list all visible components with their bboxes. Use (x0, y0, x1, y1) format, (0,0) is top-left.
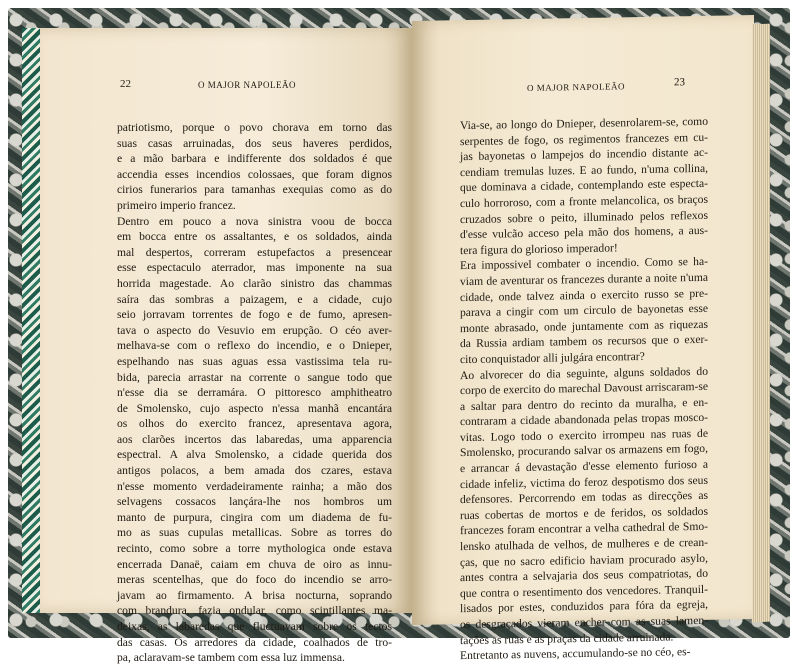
text-line: mal despertos, correram estupefactos a presencear (117, 245, 392, 259)
text-line: cidade, onde talvez ainda o exercito russo se pre- (460, 286, 708, 304)
text-line: selvagens cossacos lançára-lhe nos hombros um (117, 495, 392, 509)
text-line: corpo de exercito do marechal Davoust arriscaram-se (460, 379, 708, 398)
text-line: e arrancar á devastação d'esse elemento furioso a (460, 457, 708, 476)
text-line: monte abrasado, onde juntamente com as riquezas (460, 317, 708, 335)
text-line: Ao alvorecer do dia seguinte, alguns soldados do (460, 364, 708, 382)
text-line: que dominava a cidade, contemplando este especta- (460, 177, 708, 195)
text-line: ças, que no sacro edificio haviam procurado asylo, (460, 551, 708, 569)
text-line: melhava-se com o reflexo do incendio, e o Dnieper, (117, 339, 392, 353)
text-line: primeiro imperio francez. (117, 198, 236, 212)
text-line: os desgraçados vieram encher com as suas lamen- (460, 613, 708, 632)
text-line: meras scentelhas, que do foco do incendio se arro- (117, 573, 392, 587)
text-line: Dentro em pouco a nova sinistra voou de bocca (117, 214, 392, 228)
text-line: da Russia ardiam tambem os recursos que o exer- (460, 333, 708, 351)
text-line: suas casas arruinadas, dos seus haveres perdidos, (117, 136, 392, 150)
text-line: antes contra a selvajaria dos seus compatriotas, do (460, 567, 708, 585)
text-line: pa, aclaravam-se tambem com essa luz immensa. (117, 651, 345, 665)
text-line: de Smolensko, cujo aspecto n'essa manhã encantára (117, 401, 392, 415)
text-line: accendia esses incendios colossaes, que foram dignos (117, 167, 392, 181)
text-line: horrida magestade. Ao clarão sinistro das chammas (117, 276, 392, 290)
text-line: francezes foram encontrar a velha cathedral de Smo- (460, 520, 708, 538)
text-line: em bocca entre os assaltantes, e os soldados, ainda (117, 230, 392, 244)
text-line: javam ao firmamento. A brisa nocturna, soprando (117, 588, 392, 602)
text-line: culo horroroso, com a fronte melancolica, os braços (460, 192, 708, 211)
text-line: mo as suas cupulas metallicas. Sobre as torres do (117, 526, 392, 540)
text-line: encerrada Danaë, caiam em chuva de oiro as innu- (117, 557, 392, 571)
text-line: n'esse momento verdadeiramente rainha; a mão dos (117, 479, 392, 493)
left-page-text (117, 120, 392, 666)
text-line: vitas. Logo todo o exercito irrompeu nas ruas de (460, 426, 708, 445)
text-line: bida, parecia arrastar na corrente o sangue todo que (117, 370, 392, 384)
text-line: ruas cobertas de mortos e de feridos, os soldados (460, 504, 708, 522)
text-line: esse espectaculo aterrador, mas imponente na sua (117, 261, 392, 275)
text-line: seio jorravam torrentes de fogo e de fumo, apresen- (117, 308, 392, 322)
right-page (412, 15, 754, 663)
text-line: tações as ruas e as praças da cidade arruinada. (460, 630, 674, 647)
text-line: espelhando nas suas aguas essa vastissima tela ru- (117, 354, 392, 368)
text-line: com brandura, fazia ondular, como scintillantes ma- (117, 604, 392, 618)
text-line: os olhos do exercito francez, apresentava agora, (117, 417, 392, 431)
text-line: cidade infeliz, victima do feroz despotismo dos seus (460, 473, 708, 491)
text-line: que contra o resentimento dos vencedores. Tranquil- (460, 582, 708, 600)
right-page-number: 23 (674, 76, 685, 89)
text-line: patriotismo, porque o povo chorava em torno das (117, 121, 392, 134)
left-page-header: O MAJOR NAPOLEÃO (198, 80, 297, 90)
text-line: d'esse vulcão acceso pela mão dos homens, a aus- (460, 223, 708, 242)
text-line: saíra das sombras a paizagem, e a cidade, cujo (117, 292, 392, 306)
page-edges (752, 24, 770, 623)
text-line: lisados por estes, conduzidos para fóra da egreja, (460, 598, 708, 616)
text-line: serpentes de fogo, os regimentos francezes em cu- (460, 130, 708, 148)
right-page-header: O MAJOR NAPOLEÃO (527, 81, 626, 93)
text-line: viam de aventurar os francezes durante a noite n'uma (460, 270, 708, 289)
text-line: cito conquistador alli julgára encontrar? (460, 349, 645, 367)
text-line: tera figura do glorioso imperador! (460, 241, 618, 257)
text-line: Era impossivel combater o incendio. Como se ha- (460, 255, 708, 273)
left-page-number: 22 (120, 78, 131, 90)
text-line: lensko atulhada de velhos, de mulheres e de crean- (460, 535, 708, 554)
text-line: manto de purpura, cingira com um diadema de fu- (117, 510, 392, 524)
text-line: recinto, como sobre a torre mythologica onde estava (117, 542, 392, 556)
text-line: espectral. A alva Smolensko, a cidade querida dos (117, 448, 392, 462)
text-line: n'esse dia se derramára. O pittoresco amphitheatro (117, 386, 392, 400)
text-line: das casas. Os arredores da cidade, coalhados de tro- (117, 635, 392, 649)
text-line: aos clarões incertos das labaredas, uma apparencia (117, 432, 392, 446)
text-line: cendiam tremulas luzes. E ao fundo, n'uma collina, (460, 161, 708, 179)
text-line: e a mão barbara e indifferente dos soldados é que (117, 152, 392, 166)
text-line: a saltar para dentro do recinto da muralha, e en- (460, 395, 708, 413)
text-line: Via-se, ao longo do Dnieper, desenrolarem-se, como (460, 114, 708, 133)
left-page (40, 28, 412, 665)
text-line: antigos polacos, a bem amada dos czares, estava (117, 464, 392, 478)
text-line: defensores. Percorrendo em todas as direcções as (460, 489, 708, 507)
text-line: cruzados sobre o peito, illuminado pelos reflexos (460, 208, 708, 226)
text-line: contraram a cidade abandonada pelas tropas mosco- (460, 411, 708, 429)
text-line: Smolensko, procurando salvar os armazens em fogo, (460, 442, 708, 460)
text-line: deixas, as labaredas que fluctuavam sobre os tectos (117, 620, 392, 633)
text-line: Entretanto as nuvens, accumulando-se no céo, es- (460, 645, 691, 663)
text-line: jas bayonetas o lampejos do incendio distante ac- (460, 146, 708, 164)
text-line: parava a cingir com um circulo de bayonetas esse (460, 301, 708, 320)
text-line: tava o aspecto do Vesuvio em erupção. O céo aver- (117, 323, 392, 337)
text-line: cirios funerarios para tamanhas exequias como as do (117, 183, 392, 197)
right-page-text (460, 114, 708, 664)
